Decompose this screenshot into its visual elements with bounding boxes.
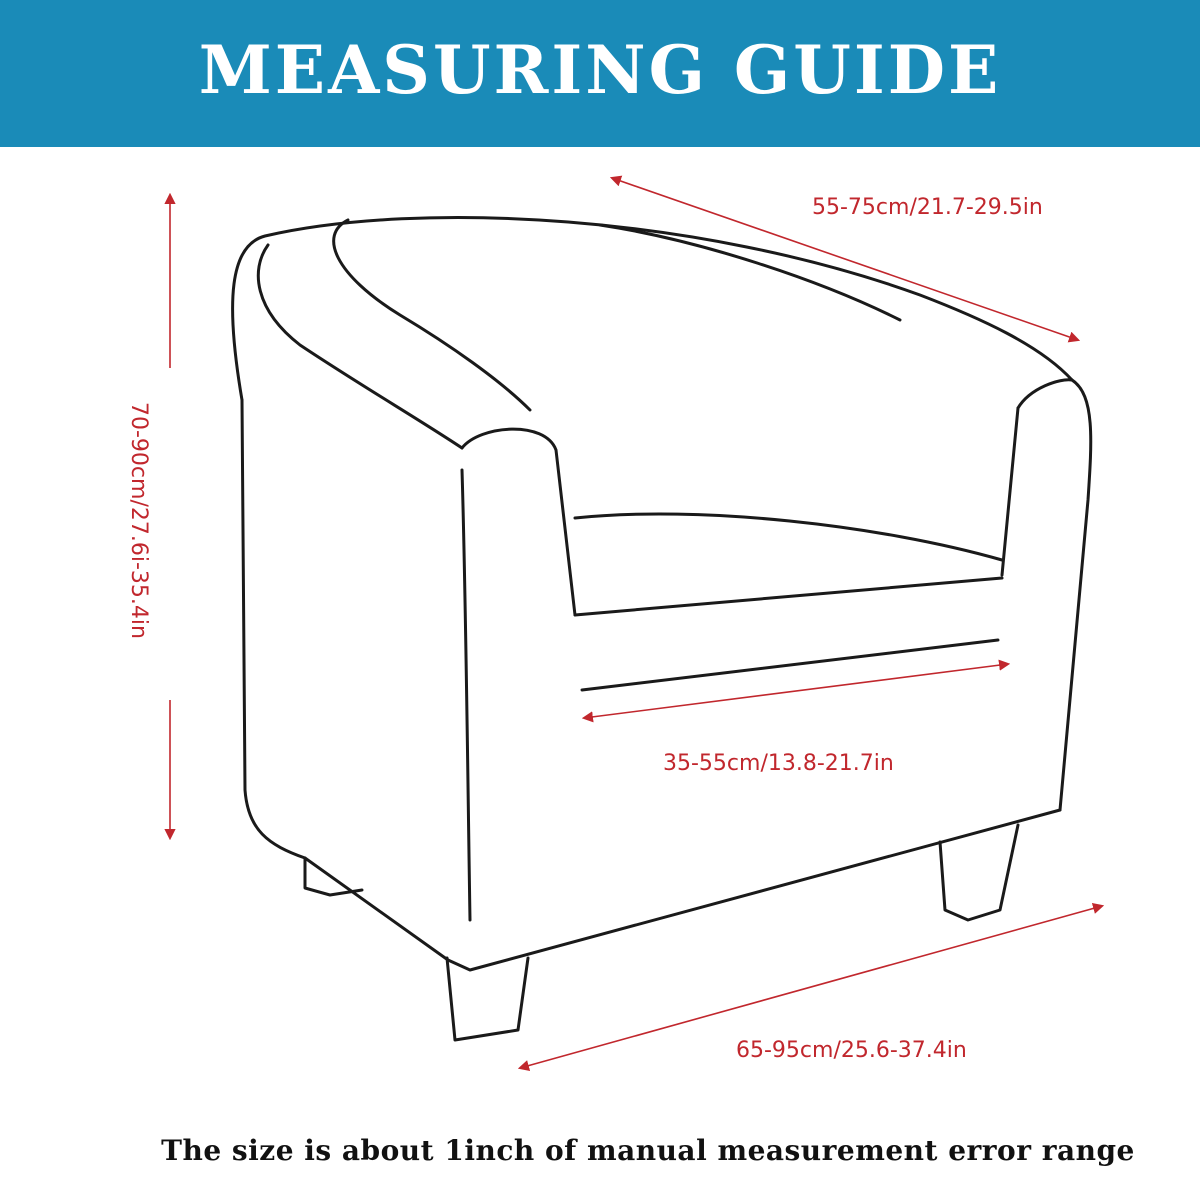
chair-right-arm-inner bbox=[1018, 380, 1072, 408]
chair-right-arm bbox=[1060, 380, 1091, 810]
chair-seat-front-edge bbox=[575, 578, 1002, 615]
chair-back-top bbox=[233, 218, 1072, 400]
chair-leg-front-left bbox=[447, 958, 528, 1040]
chair-bottom-front bbox=[448, 810, 1060, 970]
armchair-outline bbox=[233, 218, 1091, 1040]
guide-title: MEASURING GUIDE bbox=[198, 30, 1002, 109]
chair-left-side bbox=[242, 400, 448, 960]
chair-left-arm bbox=[462, 429, 575, 615]
back-width-label: 55-75cm/21.7-29.5in bbox=[812, 195, 1043, 220]
chair-diagram bbox=[0, 147, 1200, 1107]
chair-seat-back-edge bbox=[575, 514, 1002, 560]
measurement-error-note: The size is about 1inch of manual measurement error range bbox=[161, 1134, 1135, 1167]
chair-back-inner-curve bbox=[258, 245, 462, 448]
chair-right-arm-front bbox=[1002, 408, 1018, 575]
header-banner bbox=[0, 0, 1200, 147]
chair-left-arm-front bbox=[462, 470, 470, 920]
chair-seat-cushion-line bbox=[582, 640, 998, 690]
seat-width-label: 35-55cm/13.8-21.7in bbox=[663, 751, 894, 776]
seat-width-arrow bbox=[584, 664, 1008, 718]
height-label: 70-90cm/27.6i-35.4in bbox=[126, 402, 151, 639]
chair-back-inner-curve-2 bbox=[334, 220, 530, 410]
bottom-width-label: 65-95cm/25.6-37.4in bbox=[736, 1038, 967, 1063]
